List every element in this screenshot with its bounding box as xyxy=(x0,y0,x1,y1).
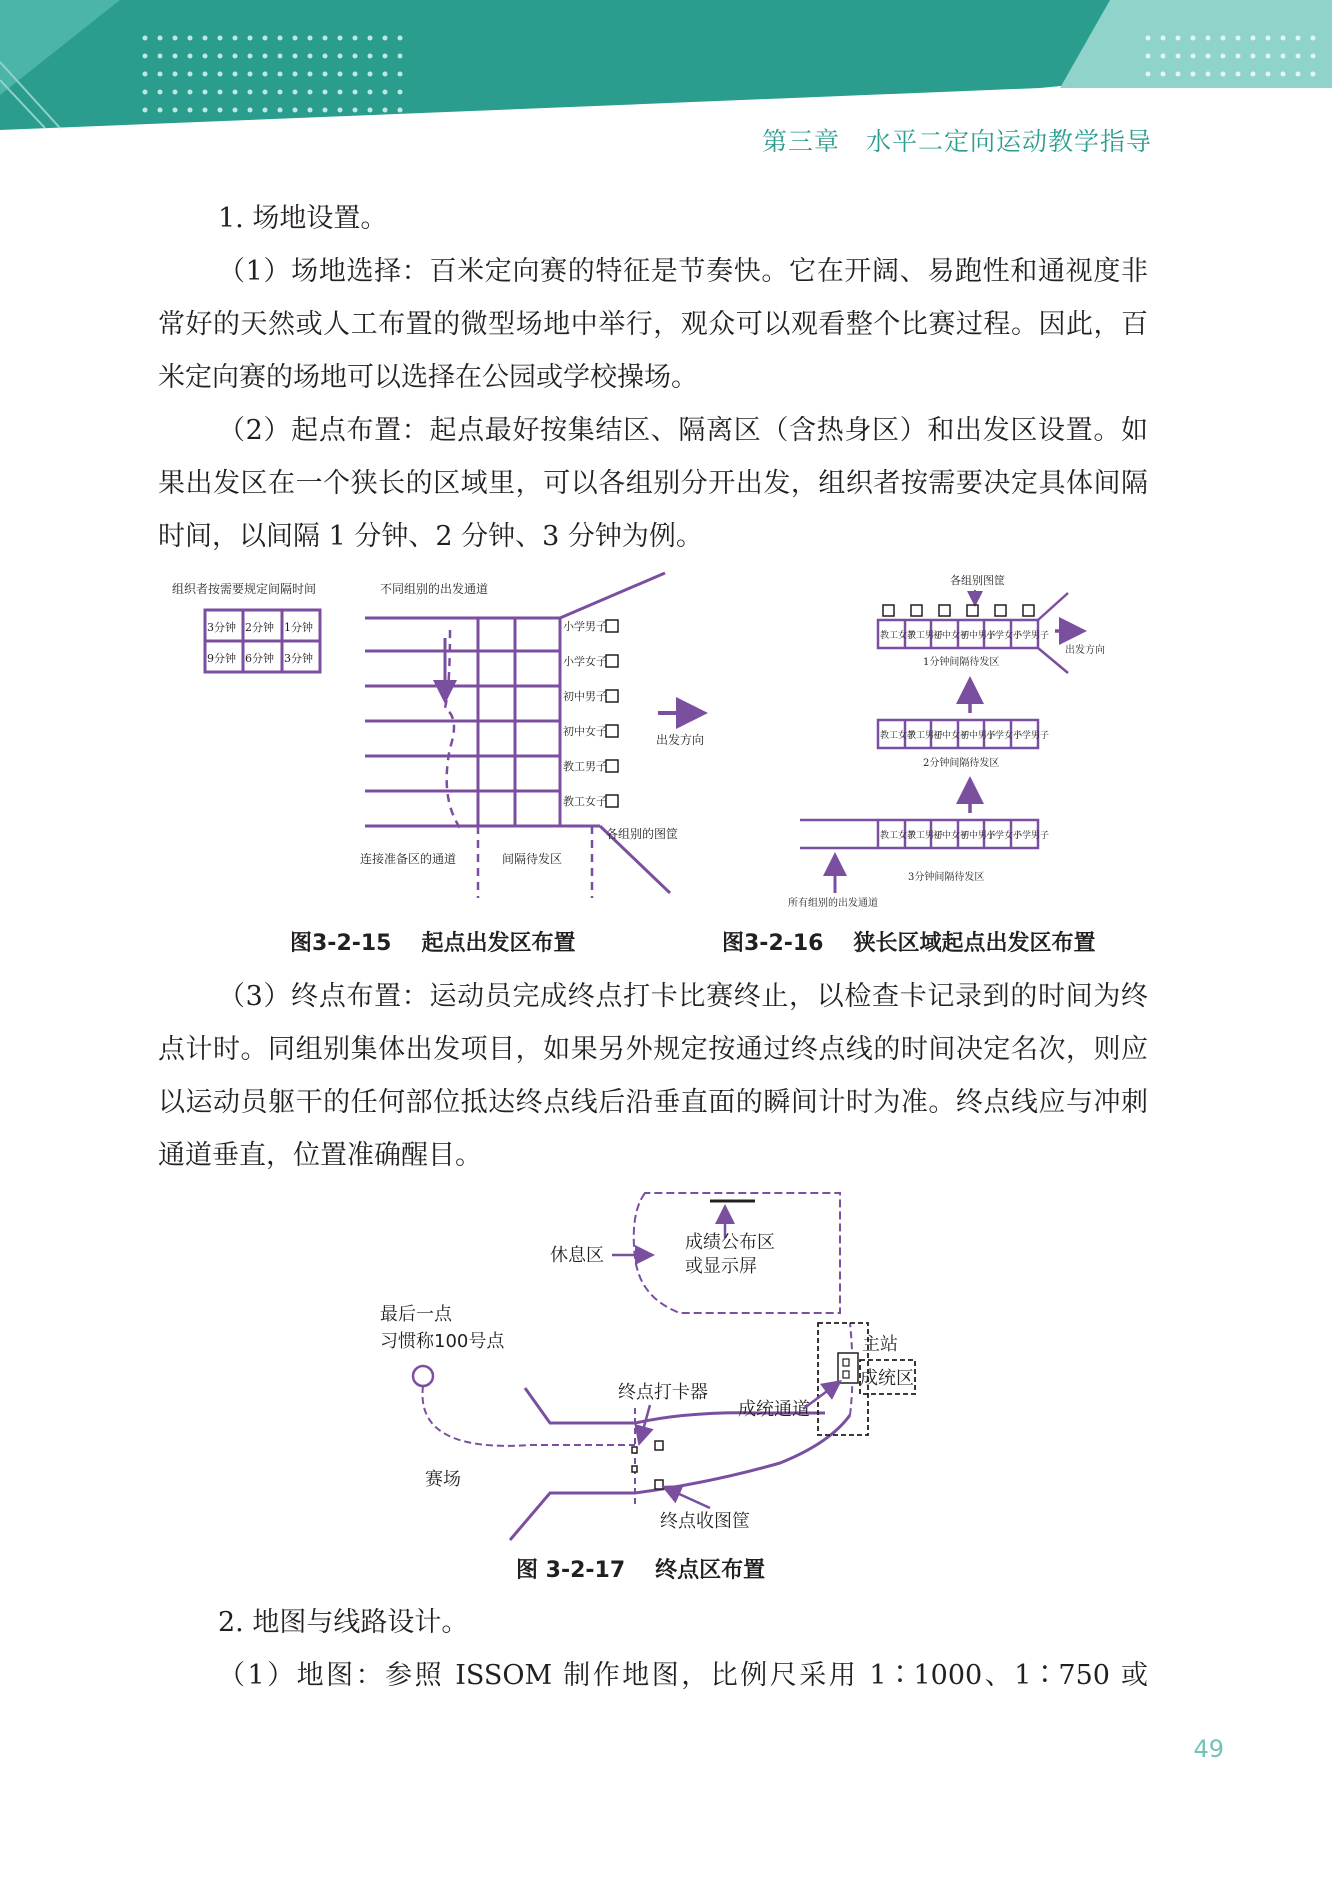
fig17-lane-arrow xyxy=(803,1383,838,1409)
fig16-row3-cell: 教工女子 xyxy=(880,831,917,841)
paragraph-finish-layout: （3）终点布置：运动员完成终点打卡比赛终止，以检查卡记录到的时间为终点计时。同组别集体出发项目，如果另外规定按通过终点线的时间决定名次，则应以运动员躯干的任何部位抵达终点线后沿垂直面的瞬间计时为准。终点线应与冲刺通道垂直，位置准确醒目。 xyxy=(158,981,1148,1171)
fig16-label-zone3: 3分钟间隔待发区 xyxy=(908,872,985,883)
figure-16-title: 狭长区域起点出发区布置 xyxy=(853,931,1096,956)
fig16-row1-cell: 初中女子 xyxy=(933,631,970,641)
section-2-heading: 2. 地图与线路设计。 xyxy=(218,1607,469,1638)
fig16-row3-cell: 初中男子 xyxy=(960,831,997,841)
fig17-rest-area xyxy=(634,1193,840,1313)
section-1-heading: 1. 场地设置。 xyxy=(218,203,388,234)
fig17-label-last-point-2: 习惯称100号点 xyxy=(380,1331,505,1352)
fig15-group: 小学男子 xyxy=(563,620,607,633)
fig16-row2-cell: 小学男子 xyxy=(1013,731,1050,741)
page-number: 49 xyxy=(1193,1735,1224,1763)
figure-finish-area xyxy=(360,1183,950,1558)
figure-17-caption xyxy=(516,1553,765,1584)
paragraph-site-selection: （1）场地选择：百米定向赛的特征是节奏快。它在开阔、易跑性和通视度非常好的天然或人工布置的微型场地中举行，观众可以观看整个比赛过程。因此，百米定向赛的场地可以选择在公园或学校操场。 xyxy=(158,256,1148,393)
fig15-cell: 3分钟 xyxy=(207,621,236,634)
figure-16-number: 图3-2-16 xyxy=(722,931,824,956)
fig16-row2-cell: 初中女子 xyxy=(933,731,970,741)
fig15-label-lanes: 不同组别的出发通道 xyxy=(380,582,489,596)
fig17-label-map-collect: 终点收图筐 xyxy=(660,1511,750,1532)
fig16-label-map-boxes: 各组别图筐 xyxy=(950,574,1005,587)
fig16-label-direction: 出发方向 xyxy=(1065,645,1105,656)
fig16-row3-cell: 初中女子 xyxy=(933,831,970,841)
fig15-label-direction: 出发方向 xyxy=(656,733,705,747)
paragraph-map: （1）地图：参照 ISSOM 制作地图，比例尺采用 1∶1000、1∶750 或 xyxy=(218,1660,1148,1691)
fig17-label-results-area: 成统区 xyxy=(860,1368,914,1389)
fig15-label-connect: 连接准备区的通道 xyxy=(360,852,457,866)
fig16-row1-cell: 小学男子 xyxy=(1013,631,1050,641)
fig16-row3-cell: 教工男子 xyxy=(907,831,944,841)
fig15-label-waiting: 间隔待发区 xyxy=(502,852,563,866)
fig17-label-results-lane: 成统通道 xyxy=(738,1399,810,1420)
fig17-punch-units xyxy=(632,1441,663,1489)
fig16-row2-cell: 初中男子 xyxy=(960,731,997,741)
fig17-label-last-point-1: 最后一点 xyxy=(380,1304,452,1325)
fig15-label-map-boxes: 各组别的图筐 xyxy=(606,827,679,841)
fig16-row1-cell: 教工男子 xyxy=(907,631,944,641)
fig16-row3-cell: 小学女子 xyxy=(986,831,1023,841)
fig16-row1-cell: 教工女子 xyxy=(880,631,917,641)
fig16-row2-cell: 教工男子 xyxy=(907,731,944,741)
fig15-cell: 1分钟 xyxy=(284,621,313,634)
fig15-label-interval-rule: 组织者按需要规定间隔时间 xyxy=(172,582,317,596)
fig15-map-boxes xyxy=(606,620,618,807)
fig15-cell: 2分钟 xyxy=(245,621,274,634)
fig17-label-results-1: 成绩公布区 xyxy=(685,1232,775,1253)
fig17-label-rest: 休息区 xyxy=(550,1245,604,1266)
fig15-cell: 6分钟 xyxy=(245,652,274,665)
fig15-group: 教工男子 xyxy=(563,760,607,773)
fig15-group: 教工女子 xyxy=(563,795,607,808)
fig16-row1-cell: 初中男子 xyxy=(960,631,997,641)
running-header: 第三章 水平二定向运动教学指导 xyxy=(761,127,1152,156)
fig15-group: 初中男子 xyxy=(563,690,607,703)
figure-17-title: 终点区布置 xyxy=(655,1558,766,1583)
figure-start-area xyxy=(160,568,1160,908)
figure-15-title: 起点出发区布置 xyxy=(421,931,576,956)
fig16-label-all-lanes: 所有组别的出发通道 xyxy=(788,898,878,908)
fig15-cell: 3分钟 xyxy=(284,652,313,665)
fig15-lanes xyxy=(365,573,670,893)
fig16-row1-cell: 小学女子 xyxy=(986,631,1023,641)
fig17-label-main-station: 主站 xyxy=(862,1334,898,1355)
fig17-collect-arrow xyxy=(666,1488,710,1508)
fig15-group: 初中女子 xyxy=(563,725,607,738)
figure-17-number: 图 3-2-17 xyxy=(516,1558,626,1583)
fig16-label-zone2: 2分钟间隔待发区 xyxy=(923,758,1000,769)
paragraph-start-layout: （2）起点布置：起点最好按集结区、隔离区（含热身区）和出发区设置。如果出发区在一个狭长的区域里，可以各组别分开出发，组织者按需要决定具体间隔时间，以间隔 1 分钟、2 分钟、3 分钟为例。 xyxy=(158,415,1148,552)
fig16-row2-cell: 小学女子 xyxy=(986,731,1023,741)
fig16-label-zone1: 1分钟间隔待发区 xyxy=(923,657,1000,668)
fig17-label-finish-punch: 终点打卡器 xyxy=(618,1382,708,1403)
header-banner xyxy=(0,0,1332,135)
fig15-group: 小学女子 xyxy=(563,655,607,668)
fig16-map-boxes xyxy=(883,605,1034,616)
fig16-row3-cell: 小学男子 xyxy=(1013,831,1050,841)
fig16-row2-cell: 教工女子 xyxy=(880,731,917,741)
figure-16-caption xyxy=(722,926,1096,957)
fig17-last-control-circle xyxy=(413,1366,433,1386)
fig17-label-course: 赛场 xyxy=(425,1469,461,1490)
figure-15-caption xyxy=(290,926,576,957)
fig17-label-results-2: 或显示屏 xyxy=(685,1256,757,1277)
figure-15-number: 图3-2-15 xyxy=(290,931,392,956)
fig15-cell: 9分钟 xyxy=(207,652,236,665)
